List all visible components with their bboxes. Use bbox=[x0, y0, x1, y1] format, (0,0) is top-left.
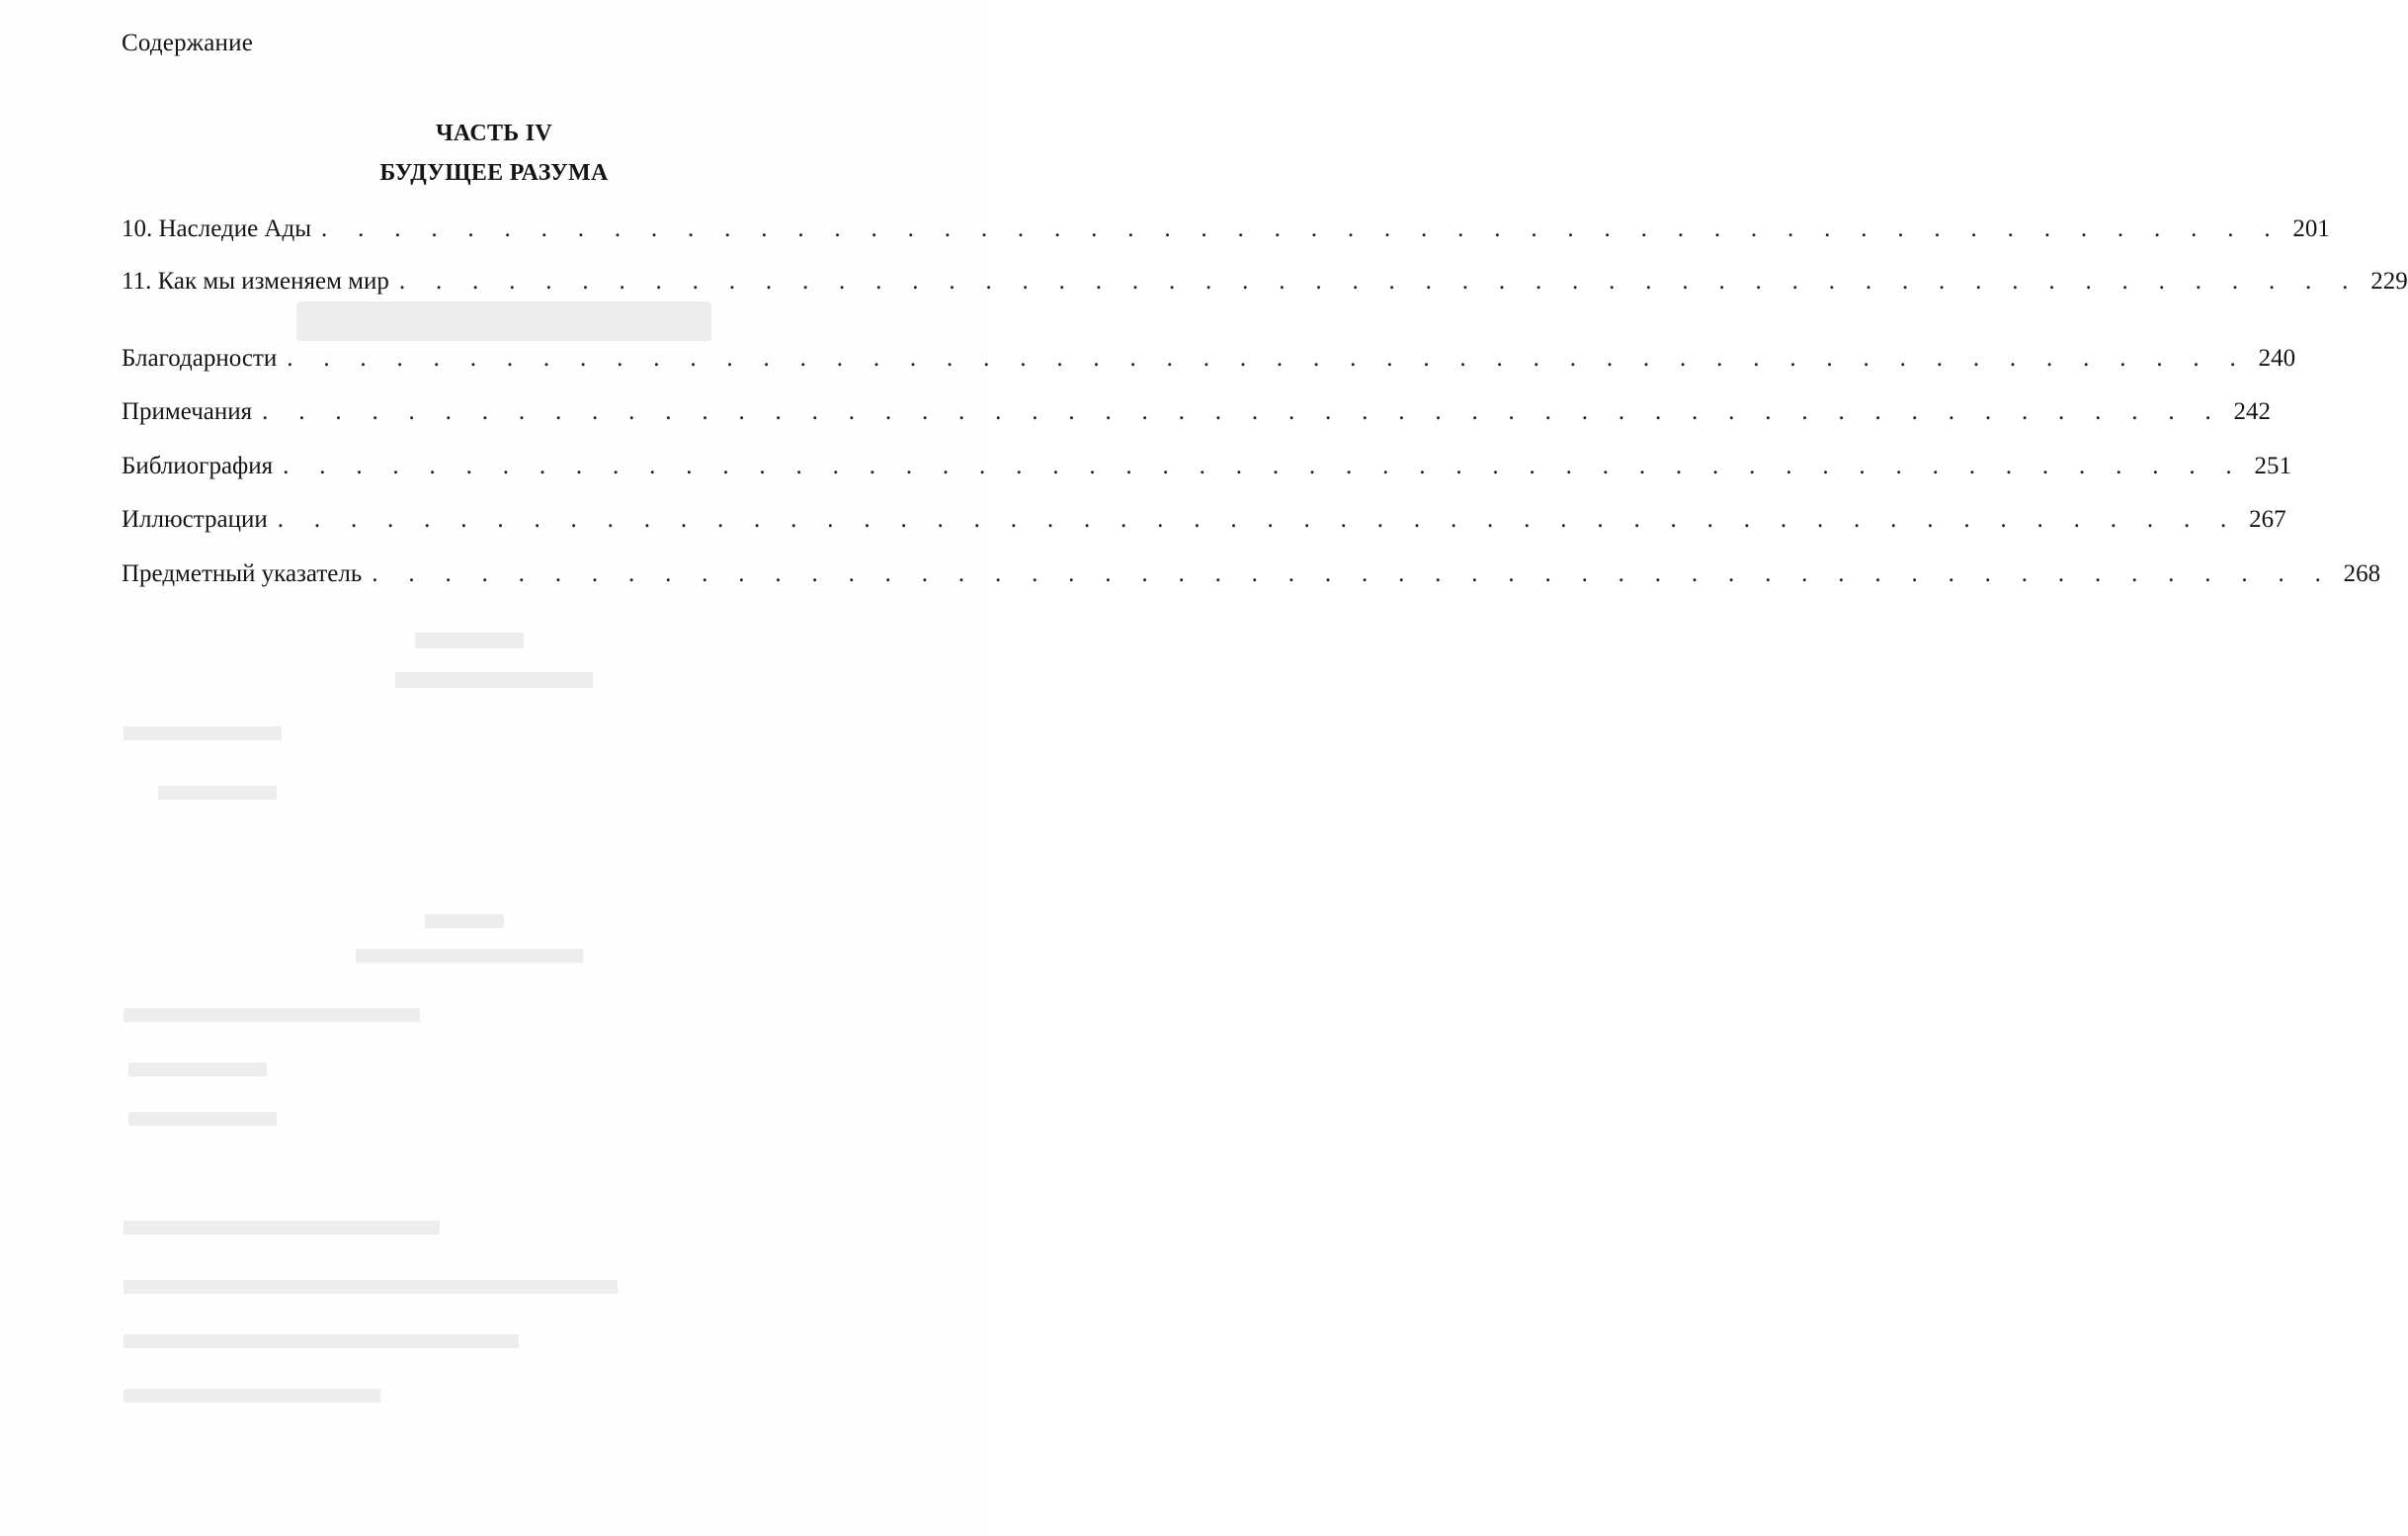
toc-entry-illustrations[interactable] bbox=[122, 506, 2286, 540]
toc-entry-title: Иллюстрации bbox=[122, 506, 268, 533]
part-title: БУДУЩЕЕ РАЗУМА bbox=[379, 160, 609, 186]
dot-leader: . . . . . . . . . . . . . . . . . . . . . . . . . . . . . . . . . . . . . . . . . . . . . . . . . . . . . . bbox=[287, 345, 2249, 372]
dot-leader: . . . . . . . . . . . . . . . . . . . . . . . . . . . . . . . . . . . . . . . . . . . . . . . . . . . . . . bbox=[321, 215, 2283, 242]
toc-entry-page: 251 bbox=[2254, 453, 2291, 479]
part-label: ЧАСТЬ IV bbox=[435, 121, 553, 146]
toc-entry-chapter-11[interactable] bbox=[122, 268, 2408, 301]
toc-entry-page: 229 bbox=[2370, 268, 2408, 295]
toc-entry-title: Предметный указатель bbox=[122, 560, 363, 587]
toc-entry-title: 10. Наследие Ады bbox=[122, 215, 312, 242]
toc-entry-page: 267 bbox=[2249, 506, 2286, 533]
toc-entry-acknowledgements[interactable] bbox=[122, 345, 2296, 379]
dot-leader: . . . . . . . . . . . . . . . . . . . . . . . . . . . . . . . . . . . . . . . . . . . . . . . . . . . . . . bbox=[372, 560, 2334, 587]
toc-entry-notes[interactable] bbox=[122, 398, 2272, 432]
toc-entry-title: Библиография bbox=[122, 453, 274, 479]
toc-entry-title: 11. Как мы изменяем мир bbox=[122, 268, 389, 295]
toc-entry-page: 201 bbox=[2292, 215, 2330, 242]
toc-entry-page: 268 bbox=[2343, 560, 2381, 587]
toc-entry-page: 242 bbox=[2233, 398, 2272, 425]
toc-entry-title: Примечания bbox=[122, 398, 253, 425]
toc-entry-index[interactable] bbox=[122, 560, 2381, 594]
toc-entry-page: 240 bbox=[2258, 345, 2296, 372]
toc-entry-bibliography[interactable] bbox=[122, 453, 2291, 486]
dot-leader: . . . . . . . . . . . . . . . . . . . . . . . . . . . . . . . . . . . . . . . . . . . . . . . . . . . . . . bbox=[398, 268, 2361, 295]
running-head: Содержание bbox=[122, 30, 253, 56]
toc-entry-title: Благодарности bbox=[122, 345, 278, 372]
dot-leader: . . . . . . . . . . . . . . . . . . . . . . . . . . . . . . . . . . . . . . . . . . . . . . . . . . . . . . bbox=[262, 398, 2224, 425]
dot-leader: . . . . . . . . . . . . . . . . . . . . . . . . . . . . . . . . . . . . . . . . . . . . . . . . . . . . . . bbox=[277, 506, 2239, 533]
toc-entry-chapter-10[interactable] bbox=[122, 215, 2330, 249]
dot-leader: . . . . . . . . . . . . . . . . . . . . . . . . . . . . . . . . . . . . . . . . . . . . . . . . . . . . . . bbox=[283, 453, 2244, 479]
